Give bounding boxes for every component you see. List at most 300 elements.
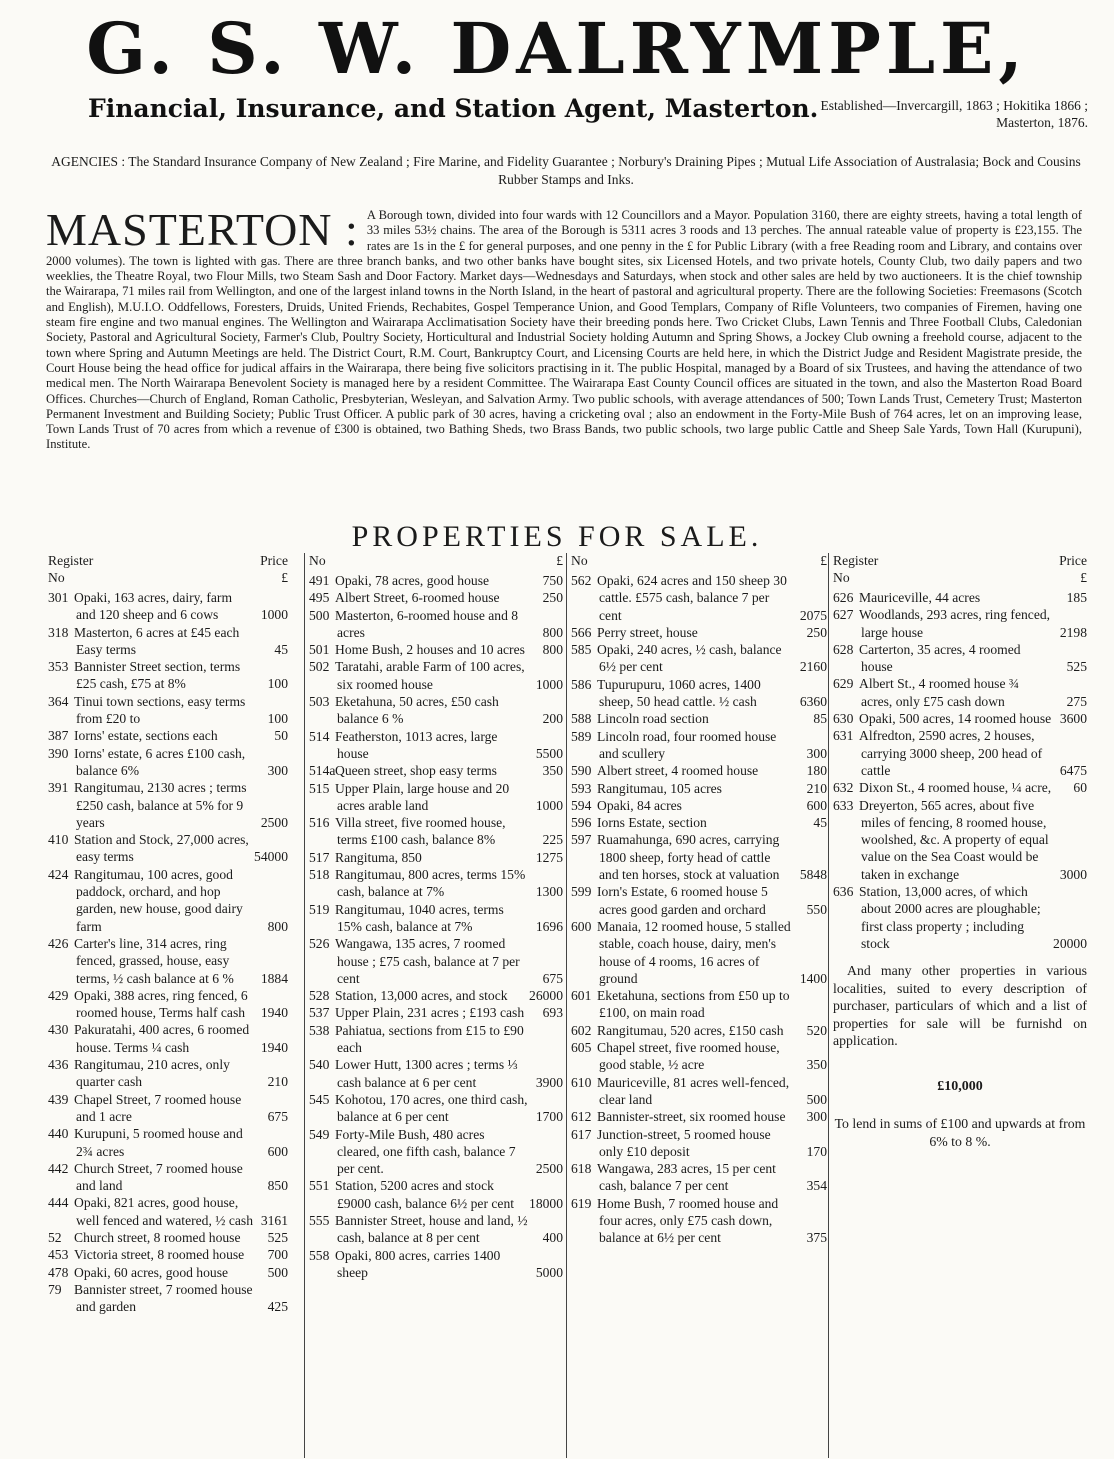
header-no: No xyxy=(309,553,326,568)
property-description xyxy=(309,607,529,642)
property-text: Bannister-street, six roomed house xyxy=(597,1109,786,1125)
header-price: Price xyxy=(260,553,288,568)
property-description xyxy=(309,814,529,849)
property-text: Rangitumau, 520 acres, £150 cash xyxy=(597,1022,784,1038)
property-price: 700 xyxy=(267,1247,288,1263)
property-entry xyxy=(309,987,563,1004)
property-price: 20000 xyxy=(1053,935,1087,951)
property-text: Church Street, 7 roomed house and land xyxy=(74,1160,243,1194)
property-entry xyxy=(571,641,827,676)
property-text: Opaki, 240 acres, ½ cash, balance 6½ per cent xyxy=(597,642,782,675)
property-text: Pahiatua, sections from £15 to £90 each xyxy=(335,1022,524,1056)
register-number: 390 xyxy=(48,745,69,761)
property-entry xyxy=(571,1039,827,1074)
register-number: 318 xyxy=(48,624,69,640)
established-note: Established—Invercargill, 1863 ; Hokitika 1866 ; Masterton, 1876. xyxy=(820,98,1088,130)
property-text: Iorns' estate, sections each xyxy=(74,728,218,744)
property-price: 1000 xyxy=(535,797,563,813)
property-entry xyxy=(571,814,827,831)
register-number: 600 xyxy=(571,918,592,934)
property-list xyxy=(48,589,288,1315)
property-price: 675 xyxy=(542,970,563,986)
property-price: 26000 xyxy=(529,988,563,1004)
property-price: 525 xyxy=(267,1229,288,1245)
property-price: 210 xyxy=(806,780,827,796)
property-entry xyxy=(309,1126,563,1178)
register-number: 585 xyxy=(571,642,592,658)
property-description xyxy=(833,675,1053,710)
property-price: 354 xyxy=(806,1178,827,1194)
property-entry xyxy=(571,572,827,624)
header-pound: £ xyxy=(281,570,288,585)
property-description xyxy=(571,1160,793,1195)
property-text: Kurupuni, 5 roomed house and 2¾ acres xyxy=(74,1126,243,1159)
property-text: Rangitumau, 100 acres, good paddock, orchard, and hop garden, new house, good dairy farm xyxy=(74,866,243,934)
property-entry xyxy=(571,831,827,883)
property-description xyxy=(309,1056,529,1091)
property-price: 800 xyxy=(542,642,563,658)
property-text: Taratahi, arable Farm of 100 acres, six roomed house xyxy=(335,659,525,692)
masterton-heading: MASTERTON : xyxy=(46,204,359,255)
property-price: 2075 xyxy=(799,607,827,623)
property-description xyxy=(571,1074,793,1109)
property-entry xyxy=(48,1160,288,1195)
property-text: Chapel street, five roomed house, good stable, ½ acre xyxy=(597,1040,780,1073)
property-description xyxy=(309,589,529,606)
property-text: Opaki, 500 acres, 14 roomed house xyxy=(859,711,1052,727)
property-text: Eketahuna, sections from £50 up to £100, on main road xyxy=(597,988,790,1021)
property-entry xyxy=(571,987,827,1022)
register-number: 631 xyxy=(833,728,854,744)
property-description xyxy=(48,1021,254,1056)
register-number: 364 xyxy=(48,693,69,709)
property-column-1 xyxy=(48,553,288,1315)
property-description xyxy=(571,831,793,883)
property-price: 5000 xyxy=(535,1264,563,1280)
property-entry xyxy=(309,1212,563,1247)
register-number: 429 xyxy=(48,987,69,1003)
property-text: Dreyerton, 565 acres, about five miles of fencing, 8 roomed house, woolshed, &c. A property of equal value on the Sea Coast would be taken in exchange xyxy=(859,797,1049,882)
register-number: 594 xyxy=(571,797,592,813)
masterton-description xyxy=(46,204,1082,453)
property-entry xyxy=(309,1056,563,1091)
property-text: Opaki, 624 acres and 150 sheep 30 cattle. £575 cash, balance 7 per cent xyxy=(597,573,787,623)
register-number: 526 xyxy=(309,936,330,952)
property-text: Albert St., 4 roomed house ¾ acres, only £75 cash down xyxy=(859,676,1020,709)
property-entry xyxy=(833,641,1087,676)
property-price: 550 xyxy=(806,901,827,917)
register-number: 410 xyxy=(48,832,69,848)
property-price: 300 xyxy=(267,762,288,778)
property-text: Opaki, 821 acres, good house, well fenced and watered, ½ cash xyxy=(74,1195,254,1228)
property-entry xyxy=(48,1194,288,1229)
property-price: 6475 xyxy=(1059,762,1087,778)
property-description xyxy=(571,780,793,797)
property-entry xyxy=(48,1021,288,1056)
register-number: 586 xyxy=(571,676,592,692)
property-entry xyxy=(571,624,827,641)
property-text: Opaki, 163 acres, dairy, farm and 120 sheep and 6 cows xyxy=(74,590,233,623)
property-text: Albert Street, 6-roomed house xyxy=(335,590,500,606)
register-number: 636 xyxy=(833,884,854,900)
header-register: Register xyxy=(833,553,879,568)
property-entry xyxy=(309,589,563,606)
column-header xyxy=(833,553,1087,568)
register-number: 588 xyxy=(571,711,592,727)
property-description xyxy=(48,693,254,728)
property-entry xyxy=(48,693,288,728)
property-price: 210 xyxy=(267,1074,288,1090)
property-price: 1275 xyxy=(535,849,563,865)
register-number: 545 xyxy=(309,1091,330,1107)
register-number: 618 xyxy=(571,1161,592,1177)
header-price: Price xyxy=(1059,553,1087,568)
property-description xyxy=(309,987,529,1004)
header-pound: £ xyxy=(556,553,563,568)
property-entry xyxy=(48,1229,288,1246)
property-entry xyxy=(48,1281,288,1316)
register-number: 387 xyxy=(48,728,69,744)
column-subheader xyxy=(48,570,288,585)
register-number: 628 xyxy=(833,641,854,657)
property-entry xyxy=(571,1022,827,1039)
property-price: 300 xyxy=(806,745,827,761)
property-price: 520 xyxy=(806,1022,827,1038)
property-description xyxy=(571,987,793,1022)
property-price: 3600 xyxy=(1059,711,1087,727)
property-text: Iorns' estate, 6 acres £100 cash, balance 6% xyxy=(74,745,246,778)
register-number: 612 xyxy=(571,1109,592,1125)
property-description xyxy=(309,1126,529,1178)
property-entry xyxy=(309,1177,563,1212)
property-text: Tupurupuru, 1060 acres, 1400 sheep, 50 head cattle. ½ cash xyxy=(597,676,761,710)
property-text: Iorn's Estate, 6 roomed house 5 acres good garden and orchard xyxy=(597,884,768,917)
property-description xyxy=(309,935,529,987)
property-text: Opaki, 800 acres, carries 1400 sheep xyxy=(335,1247,501,1280)
property-text: Dixon St., 4 roomed house, ¼ acre, xyxy=(859,780,1052,796)
header-pound: £ xyxy=(1080,570,1087,585)
property-price: 500 xyxy=(267,1264,288,1280)
property-text: Manaia, 12 roomed house, 5 stalled stable, coach house, dairy, men's house of 4 rooms, 16 acres of ground xyxy=(597,918,791,986)
register-number: 503 xyxy=(309,694,330,710)
property-price: 185 xyxy=(1066,590,1087,605)
property-entry xyxy=(833,710,1087,727)
property-list xyxy=(571,572,827,1247)
property-text: Rangituma, 850 xyxy=(335,849,422,865)
register-number: 426 xyxy=(48,935,69,951)
property-entry xyxy=(571,797,827,814)
property-price: 100 xyxy=(267,676,288,692)
property-column-4 xyxy=(828,553,1087,1458)
property-text: Wangawa, 135 acres, 7 roomed house ; £75 cash, balance at 7 per cent xyxy=(335,936,520,986)
property-entry xyxy=(48,745,288,780)
property-description xyxy=(309,849,529,866)
property-description xyxy=(309,641,529,658)
register-number: 602 xyxy=(571,1022,592,1038)
property-description xyxy=(309,780,529,815)
register-number: 562 xyxy=(571,573,592,588)
property-text: Alfredton, 2590 acres, 2 houses, carrying 3000 sheep, 200 head of cattle xyxy=(859,728,1043,778)
property-price: 275 xyxy=(1066,693,1087,709)
property-text: Carterton, 35 acres, 4 roomed house xyxy=(859,641,1021,675)
property-price: 850 xyxy=(267,1178,288,1194)
property-description xyxy=(48,658,254,693)
register-number: 549 xyxy=(309,1126,330,1142)
property-entry xyxy=(48,1246,288,1263)
property-text: Bannister street, 7 roomed house and garden xyxy=(74,1281,253,1315)
property-entry xyxy=(309,1022,563,1057)
property-text: Masterton, 6-roomed house and 8 acres xyxy=(335,607,519,640)
property-text: Station, 5200 acres and stock £9000 cash, balance 6½ per cent xyxy=(335,1178,515,1211)
property-list xyxy=(309,572,563,1281)
property-description xyxy=(571,641,793,676)
property-description xyxy=(309,728,529,763)
register-number: 517 xyxy=(309,849,330,865)
register-number: 502 xyxy=(309,659,330,675)
property-price: 400 xyxy=(542,1230,563,1246)
property-text: Albert street, 4 roomed house xyxy=(597,763,759,779)
property-entry xyxy=(833,589,1087,606)
property-price: 350 xyxy=(806,1057,827,1073)
property-entry xyxy=(48,589,288,624)
property-price: 525 xyxy=(1066,659,1087,675)
property-description xyxy=(571,624,793,641)
header-no: No xyxy=(571,553,588,568)
agencies-line: AGENCIES : The Standard Insurance Company of New Zealand ; Fire Marine, and Fidelity Guarantee ; Norbury's Draining Pipes ; Mutual Life Association of Australasia; Bock and Cousins Rubber Stamps and Inks. xyxy=(51,154,1081,187)
property-entry xyxy=(571,728,827,763)
property-text: Victoria street, 8 roomed house xyxy=(74,1247,245,1263)
agent-subtitle: Financial, Insurance, and Station Agent, Masterton. xyxy=(88,94,819,123)
property-price: 2198 xyxy=(1059,624,1087,640)
property-price: 2160 xyxy=(799,659,827,675)
property-entry xyxy=(309,693,563,728)
property-text: Rangitumau, 800 acres, terms 15% cash, balance at 7% xyxy=(335,867,526,900)
property-entry xyxy=(309,572,563,589)
property-description xyxy=(48,624,254,659)
property-description xyxy=(309,693,529,728)
property-entry xyxy=(309,780,563,815)
register-number: 301 xyxy=(48,590,69,605)
property-text: Villa street, five roomed house, terms £100 cash, balance 8% xyxy=(335,815,506,848)
property-text: Queen street, shop easy terms xyxy=(335,763,497,779)
property-price: 2500 xyxy=(535,1161,563,1177)
property-text: Opaki, 78 acres, good house xyxy=(335,573,490,588)
property-description xyxy=(571,1195,793,1247)
property-text: Rangitumau, 2130 acres ; terms £250 cash, balance at 5% for 9 years xyxy=(74,780,247,830)
column-header xyxy=(571,553,827,568)
property-price: 500 xyxy=(806,1091,827,1107)
property-entry xyxy=(571,1195,827,1247)
property-entry xyxy=(48,935,288,987)
register-number: 558 xyxy=(309,1247,330,1263)
register-number: 593 xyxy=(571,780,592,796)
property-entry xyxy=(48,1091,288,1126)
register-number: 478 xyxy=(48,1264,69,1280)
property-text: Opaki, 84 acres xyxy=(597,797,682,813)
property-description xyxy=(571,710,793,727)
property-entry xyxy=(309,1004,563,1021)
property-text: Perry street, house xyxy=(597,624,698,640)
register-number: 52 xyxy=(48,1229,62,1245)
register-number: 630 xyxy=(833,711,854,727)
property-price: 6360 xyxy=(799,694,827,710)
property-description xyxy=(571,918,793,987)
property-price: 1884 xyxy=(260,970,288,986)
loan-terms: To lend in sums of £100 and upwards at from 6% to 8 %. xyxy=(834,1116,1086,1149)
property-entry xyxy=(309,658,563,693)
property-entry xyxy=(48,831,288,866)
register-number: 500 xyxy=(309,607,330,623)
header-register: Register xyxy=(48,553,94,568)
property-entry xyxy=(833,606,1087,641)
property-price: 675 xyxy=(267,1108,288,1124)
register-number: 626 xyxy=(833,590,854,605)
property-description xyxy=(571,572,793,624)
property-entry xyxy=(571,918,827,987)
register-number: 391 xyxy=(48,780,69,796)
property-price: 3161 xyxy=(260,1212,288,1228)
other-properties-note: And many other properties in various localities, suited to every description of purchaser, particulars of which and a list of properties for sale will be furnishd on application. xyxy=(833,963,1087,1049)
property-text: Rangitumau, 105 acres xyxy=(597,780,722,796)
register-number: 610 xyxy=(571,1074,592,1090)
register-number: 519 xyxy=(309,901,330,917)
property-entry xyxy=(309,935,563,987)
property-description xyxy=(48,1229,254,1246)
property-text: Pakuratahi, 400 acres, 6 roomed house. Terms ¼ cash xyxy=(74,1022,250,1055)
property-entry xyxy=(571,1074,827,1109)
property-price: 1696 xyxy=(535,918,563,934)
property-price: 5848 xyxy=(799,867,827,883)
property-text: Rangitumau, 210 acres, only quarter cash xyxy=(74,1057,230,1090)
register-number: 424 xyxy=(48,866,69,882)
register-number: 353 xyxy=(48,659,69,675)
property-text: Iorns Estate, section xyxy=(597,815,707,831)
property-price: 200 xyxy=(542,711,563,727)
property-entry xyxy=(48,779,288,831)
property-description xyxy=(309,866,529,901)
property-entry xyxy=(309,866,563,901)
property-text: Station and Stock, 27,000 acres, easy terms xyxy=(74,832,249,865)
property-description xyxy=(309,1022,529,1057)
register-number: 619 xyxy=(571,1195,592,1211)
property-text: Mauriceville, 44 acres xyxy=(859,590,981,605)
property-entry xyxy=(309,641,563,658)
register-number: 440 xyxy=(48,1126,69,1142)
property-column-3 xyxy=(566,553,827,1458)
register-number: 596 xyxy=(571,815,592,831)
property-text: Wangawa, 283 acres, 15 per cent cash, balance 7 per cent xyxy=(597,1161,776,1194)
register-number: 436 xyxy=(48,1057,69,1073)
property-price: 60 xyxy=(1073,780,1087,796)
property-price: 45 xyxy=(274,641,288,657)
property-description xyxy=(571,797,793,814)
property-price: 1000 xyxy=(260,607,288,623)
header-no: No xyxy=(48,570,65,585)
property-text: Tinui town sections, easy terms from £20 to xyxy=(74,693,246,727)
property-price: 800 xyxy=(542,624,563,640)
property-description xyxy=(48,935,254,987)
register-number: 79 xyxy=(48,1281,62,1297)
property-text: Junction-street, 5 roomed house only £10 deposit xyxy=(597,1126,771,1159)
property-text: Eketahuna, 50 acres, £50 cash balance 6 % xyxy=(335,694,499,727)
register-number: 516 xyxy=(309,815,330,831)
register-number: 590 xyxy=(571,763,592,779)
register-number: 538 xyxy=(309,1022,330,1038)
register-number: 597 xyxy=(571,832,592,848)
property-text: Featherston, 1013 acres, large house xyxy=(335,728,498,761)
property-entry xyxy=(571,762,827,779)
property-price: 170 xyxy=(806,1143,827,1159)
register-number: 514 xyxy=(309,728,330,744)
property-entry xyxy=(309,762,563,779)
property-entry xyxy=(48,1056,288,1091)
register-number: 605 xyxy=(571,1040,592,1056)
property-description xyxy=(48,866,254,935)
property-description xyxy=(571,676,793,711)
column-header xyxy=(48,553,288,568)
property-description xyxy=(833,710,1053,727)
loan-amount: £10,000 xyxy=(937,1078,983,1094)
property-description xyxy=(48,1056,254,1091)
properties-heading: PROPERTIES FOR SALE. xyxy=(351,520,763,553)
property-text: Lower Hutt, 1300 acres ; terms ⅓ cash balance at 6 per cent xyxy=(335,1057,518,1090)
property-price: 180 xyxy=(806,763,827,779)
register-number: 528 xyxy=(309,988,330,1004)
property-entry xyxy=(309,607,563,642)
register-number: 514a xyxy=(309,763,336,779)
register-number: 495 xyxy=(309,590,330,606)
property-description xyxy=(48,589,254,624)
property-entry xyxy=(309,849,563,866)
property-description xyxy=(309,1177,529,1212)
register-number: 439 xyxy=(48,1091,69,1107)
property-text: Station, 13,000 acres, of which about 2000 acres are ploughable; first class property ; including stock xyxy=(859,884,1041,951)
property-entry xyxy=(571,1108,827,1125)
header-no: No xyxy=(833,570,850,585)
register-number: 633 xyxy=(833,797,854,813)
register-number: 515 xyxy=(309,780,330,796)
property-text: Home Bush, 7 roomed house and four acres, only £75 cash down, balance at 6½ per cent xyxy=(597,1195,779,1246)
property-description xyxy=(571,814,793,831)
property-text: Forty-Mile Bush, 480 acres cleared, one fifth cash, balance 7 per cent. xyxy=(335,1126,516,1177)
property-price: 225 xyxy=(542,832,563,848)
register-number: 617 xyxy=(571,1126,592,1142)
property-description xyxy=(571,883,793,918)
property-price: 800 xyxy=(267,918,288,934)
column-subheader xyxy=(833,570,1087,585)
register-number: 518 xyxy=(309,867,330,883)
property-text: Upper Plain, 231 acres ; £193 cash xyxy=(335,1005,525,1021)
property-price: 375 xyxy=(806,1230,827,1246)
property-price: 3900 xyxy=(535,1074,563,1090)
register-number: 627 xyxy=(833,607,854,623)
property-entry xyxy=(48,624,288,659)
property-text: Station, 13,000 acres, and stock xyxy=(335,988,508,1004)
property-price: 693 xyxy=(542,1005,563,1021)
property-description xyxy=(309,762,529,779)
property-price: 3000 xyxy=(1059,866,1087,882)
property-price: 250 xyxy=(542,590,563,606)
property-entry xyxy=(571,1160,827,1195)
register-number: 444 xyxy=(48,1195,69,1211)
property-price: 600 xyxy=(267,1143,288,1159)
property-description xyxy=(48,1264,254,1281)
property-price: 18000 xyxy=(529,1195,563,1211)
property-description xyxy=(309,1212,529,1247)
property-price: 750 xyxy=(542,573,563,588)
property-description xyxy=(309,1091,529,1126)
property-entry xyxy=(309,1247,563,1282)
